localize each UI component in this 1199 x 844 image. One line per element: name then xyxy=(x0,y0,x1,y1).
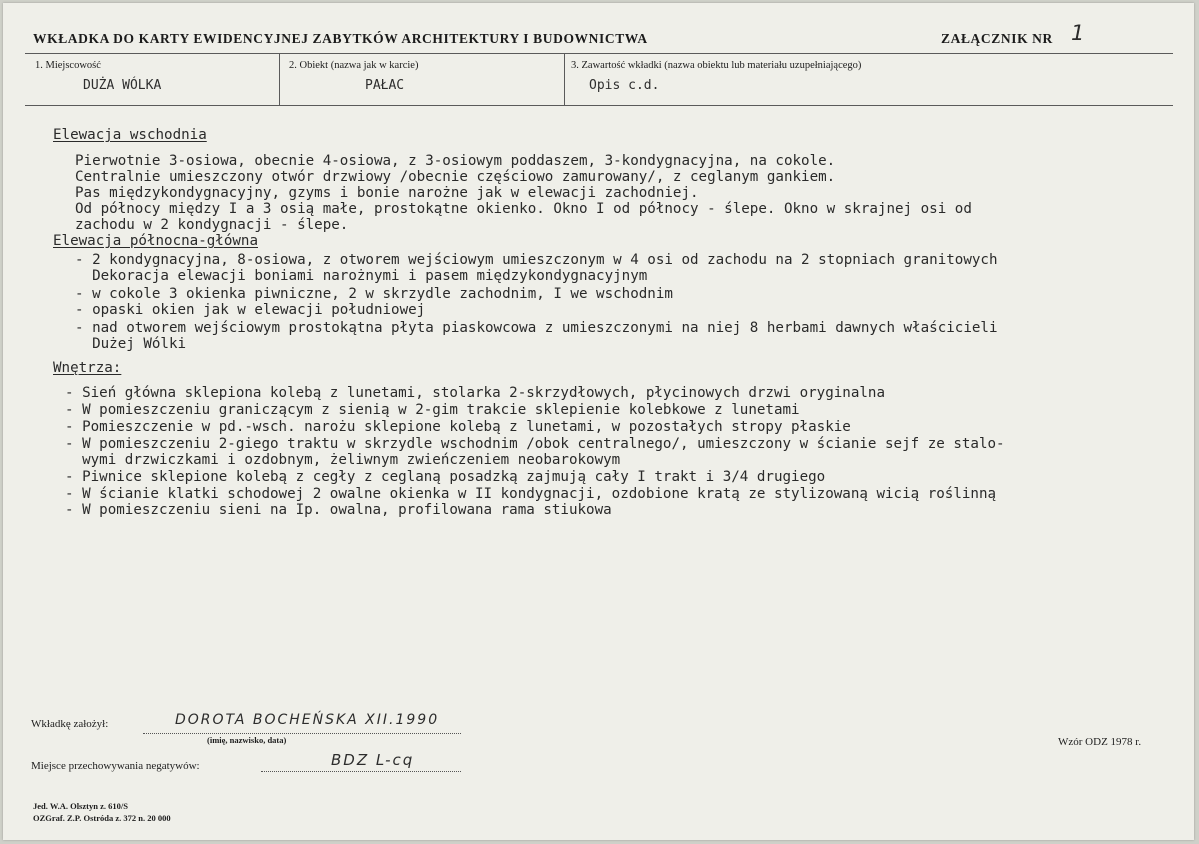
text-line: Dekoracja elewacji boniami narożnymi i pasem międzykondygnacyjnym xyxy=(75,268,648,284)
fields-divider xyxy=(25,105,1173,106)
author-label: Wkładkę założył: xyxy=(31,718,109,730)
text-line: - nad otworem wejściowym prostokątna płyta piaskowcowa z umieszczonymi na niej 8 herbami dawnych właścicieli xyxy=(75,320,998,336)
text-line: Od północy między I a 3 osią małe, prostokątne okienko. Okno I od północy - ślepe. Okno w skrajnej osi od xyxy=(75,201,972,217)
text-line: - Sień główna sklepiona kolebą z lunetami, stolarka 2-skrzydłowych, płycinowych drzwi oryginalna xyxy=(65,385,885,401)
negatives-label: Miejsce przechowywania negatywów: xyxy=(31,760,200,772)
text-line: wymi drzwiczkami i ozdobnym, żeliwnym zwieńczeniem neobarokowym xyxy=(65,452,621,468)
text-line: - W ścianie klatki schodowej 2 owalne okienka w II kondygnacji, ozdobione kratą ze stylizowaną wicią roślinną xyxy=(65,486,997,502)
text-line: Dużej Wólki xyxy=(75,336,187,352)
field-separator xyxy=(279,53,280,105)
header-divider xyxy=(25,53,1173,54)
text-line: - w cokole 3 okienka piwniczne, 2 w skrzydle zachodnim, I we wschodnim xyxy=(75,286,673,302)
record-card xyxy=(3,3,1194,840)
contents-label: 3. Zawartość wkładki (nazwa obiektu lub materiału uzupełniającego) xyxy=(571,60,862,71)
text-line: Pas międzykondygnacyjny, gzyms i bonie narożne jak w elewacji zachodniej. xyxy=(75,185,699,201)
author-hint: (imię, nazwisko, data) xyxy=(207,735,287,745)
section-heading: Wnętrza: xyxy=(53,360,122,376)
location-value: DUŻA WÓLKA xyxy=(83,78,162,93)
author-line xyxy=(143,733,461,734)
form-title: WKŁADKA DO KARTY EWIDENCYJNEJ ZABYTKÓW ARCHITEKTURY I BUDOWNICTWA xyxy=(33,31,648,46)
text-line: - W pomieszczeniu graniczącym z sienią w 2-gim trakcie sklepienie kolebkowe z lunetami xyxy=(65,402,800,418)
field-separator xyxy=(564,53,565,105)
section-heading: Elewacja wschodnia xyxy=(53,127,207,143)
negatives-value: BDZ L-cq xyxy=(331,751,415,769)
attachment-number: 1 xyxy=(1071,21,1085,45)
section-heading: Elewacja północna-główna xyxy=(53,233,258,249)
text-line: - opaski okien jak w elewacji południowej xyxy=(75,302,426,318)
text-line: zachodu w 2 kondygnacji - ślepe. xyxy=(75,217,349,233)
contents-value: Opis c.d. xyxy=(589,78,660,93)
print-info: OZGraf. Z.P. Ostróda z. 372 n. 20 000 xyxy=(33,813,171,823)
form-version: Wzór ODZ 1978 r. xyxy=(1058,736,1142,748)
negatives-line xyxy=(261,771,461,772)
text-line: - W pomieszczeniu 2-giego traktu w skrzydle wschodnim /obok centralnego/, umieszczony w ścianie sejf ze stalo- xyxy=(65,436,1005,452)
location-label: 1. Miejscowość xyxy=(35,60,101,71)
print-info: Jed. W.A. Olsztyn z. 610/S xyxy=(33,801,128,811)
attachment-label: ZAŁĄCZNIK NR xyxy=(941,31,1053,46)
text-line: - Piwnice sklepione kolebą z cegły z ceglaną posadzką zajmują cały I trakt i 3/4 drugiego xyxy=(65,469,826,485)
text-line: Pierwotnie 3-osiowa, obecnie 4-osiowa, z 3-osiowym poddaszem, 3-kondygnacyjna, na cokole. xyxy=(75,153,836,169)
text-line: - 2 kondygnacyjna, 8-osiowa, z otworem wejściowym umieszczonym w 4 osi od zachodu na 2 stopniach granitowych xyxy=(75,252,998,268)
object-label: 2. Obiekt (nazwa jak w karcie) xyxy=(289,60,419,71)
object-value: PAŁAC xyxy=(365,78,405,93)
text-line: - Pomieszczenie w pd.-wsch. narożu sklepione kolebą z lunetami, w pozostałych stropy płaskie xyxy=(65,419,851,435)
text-line: Centralnie umieszczony otwór drzwiowy /obecnie częściowo zamurowany/, z ceglanym gankiem. xyxy=(75,169,836,185)
author-signature: DOROTA BOCHEŃSKA XII.1990 xyxy=(175,712,440,728)
text-line: - W pomieszczeniu sieni na Ip. owalna, profilowana rama stiukowa xyxy=(65,502,612,518)
